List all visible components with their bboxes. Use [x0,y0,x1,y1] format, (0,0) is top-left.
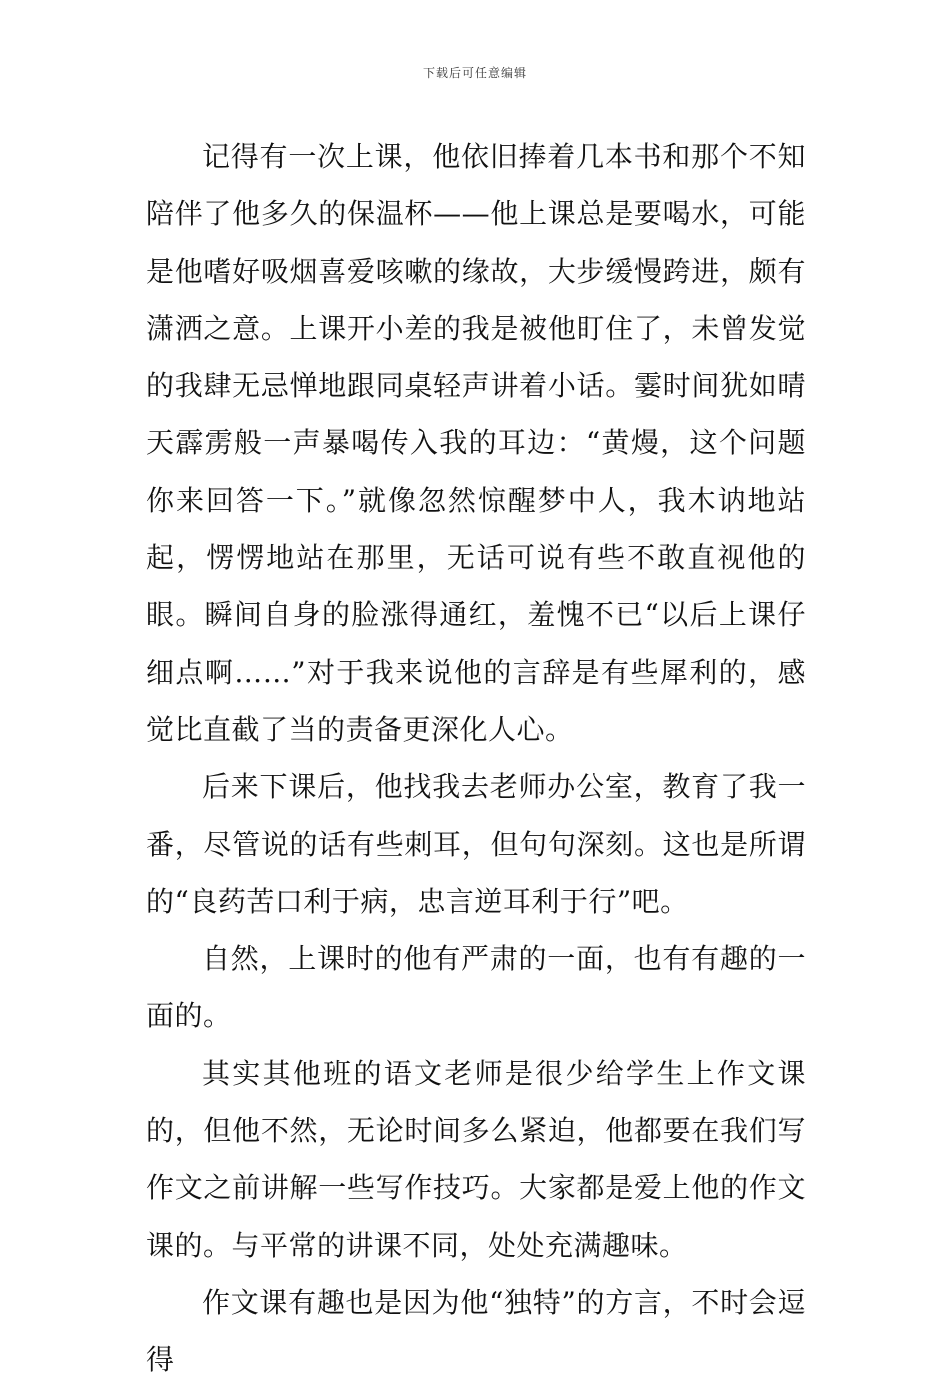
paragraph: 自然，上课时的他有严肃的一面，也有有趣的一面的。 [146,942,806,1033]
document-body [146,128,806,1389]
paragraph: 记得有一次上课，他依旧捧着几本书和那个不知陪伴了他多久的保温杯——他上课总是要喝水，可能是他嗜好吸烟喜爱咳嗽的缘故，大步缓慢跨进，颇有潇洒之意。上课开小差的我是被他盯住了，未曾发觉的我肆无忌惮地跟同桌轻声讲着小话。霎时间犹如晴天霹雳般一声暴喝传入我的耳边：“黄熳，这个问题你来回答一下。”就像忽然惊醒梦中人，我木讷地站起，愣愣地站在那里，无话可说有些不敢直视他的眼。瞬间自身的脸涨得通红，羞愧不已“以后上课仔细点啊……”对于我来说他的言辞是有些犀利的，感觉比直截了当的责备更深化人心。 [146,140,806,746]
page-header: 下载后可任意编辑 [422,66,527,80]
paragraph: 其实其他班的语文老师是很少给学生上作文课的，但他不然，无论时间多么紧迫，他都要在我们写作文之前讲解一些写作技巧。大家都是爱上他的作文课的。与平常的讲课不同，处处充满趣味。 [146,1056,806,1262]
paragraph: 后来下课后，他找我去老师办公室，教育了我一番，尽管说的话有些刺耳，但句句深刻。这也是所谓的“良药苦口利于病，忠言逆耳利于行”吧。 [146,770,806,918]
paragraph: 作文课有趣也是因为他“独特”的方言，不时会逗得 [146,1285,806,1377]
